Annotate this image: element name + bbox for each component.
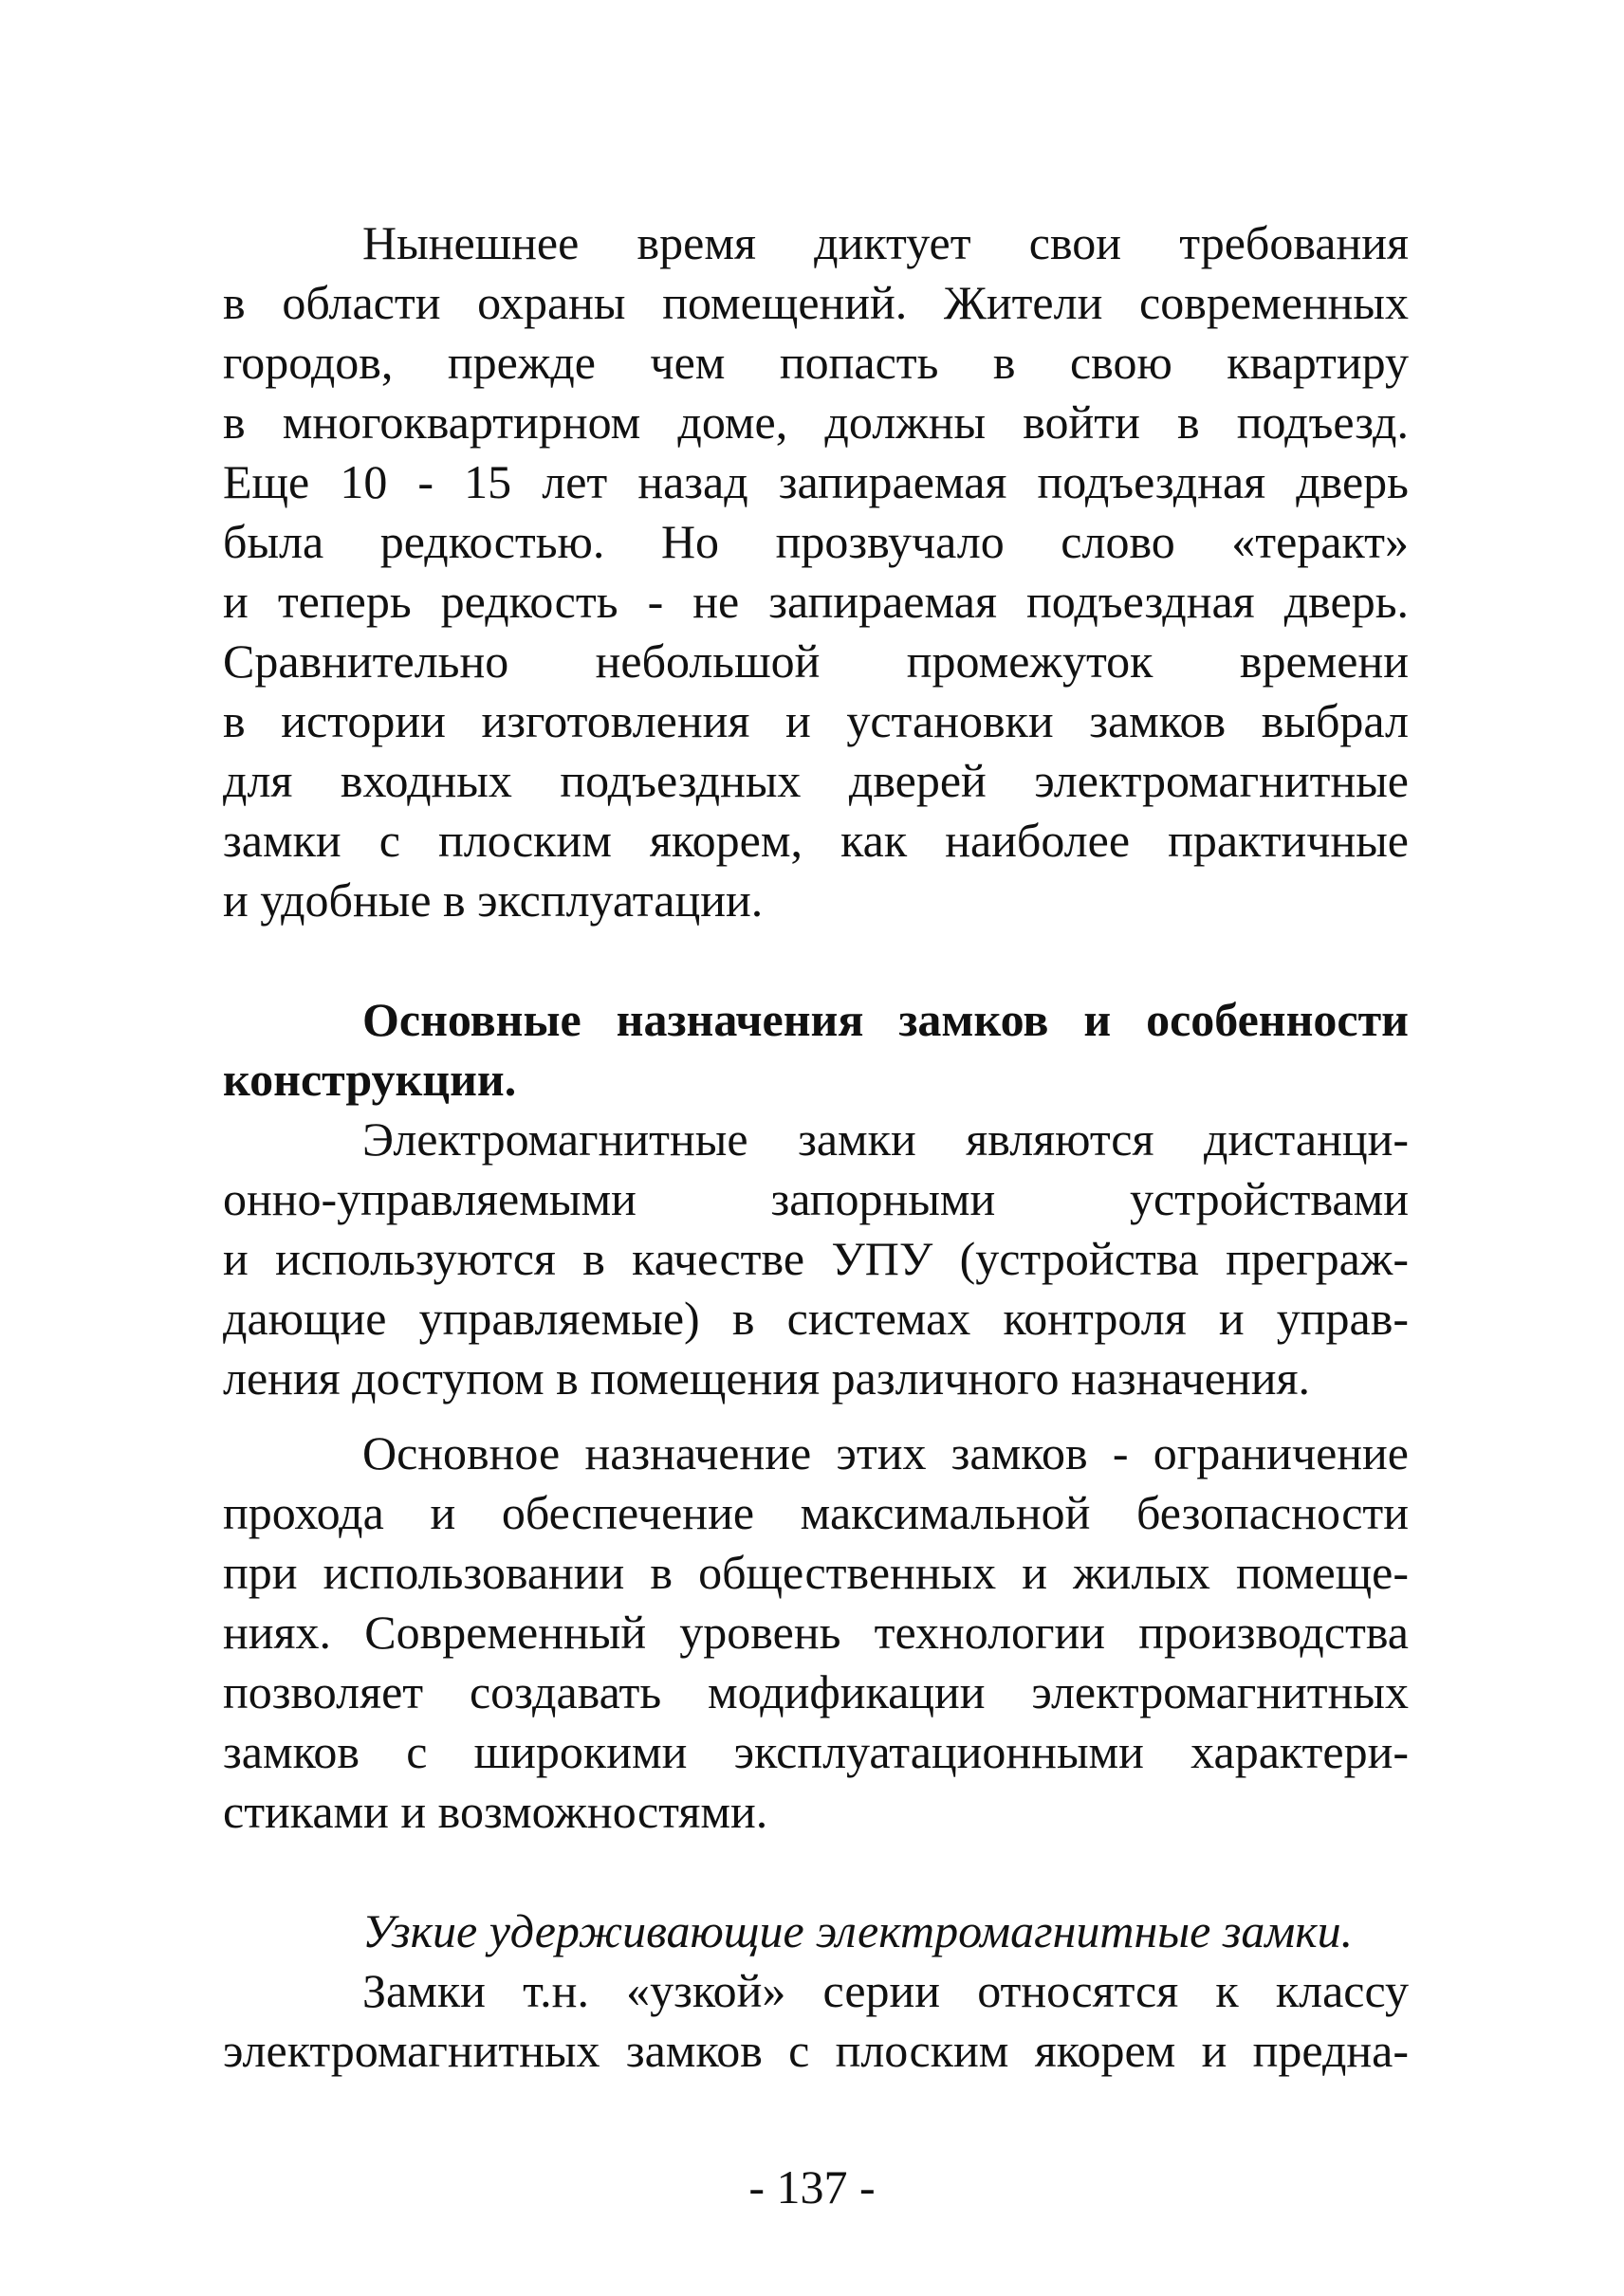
text-line: замки с плоским якорем, как наиболее практичные	[223, 814, 1409, 867]
text-line: и используются в качестве УПУ (устройства преграж-	[223, 1232, 1409, 1285]
paragraph-gap	[223, 1408, 1409, 1424]
paragraph-definition	[223, 1110, 1409, 1408]
paragraph-gap	[223, 1842, 1409, 1901]
text-line: и теперь редкость - не запираемая подъездная дверь.	[223, 575, 1409, 628]
text-line: Сравнительно небольшой промежуток времени	[223, 634, 1409, 688]
subsection-heading: Узкие удерживающие электромагнитные замки.	[362, 1904, 1354, 1957]
paragraph-intro	[223, 213, 1409, 930]
paragraph-narrow-series	[223, 1961, 1409, 2081]
section-heading	[223, 990, 1409, 1110]
page-number: - 137 -	[748, 2160, 876, 2213]
text-line: при использовании в общественных и жилых помеще-	[223, 1546, 1409, 1599]
text-line: и удобные в эксплуатации.	[223, 873, 764, 927]
paragraph-gap	[223, 930, 1409, 990]
text-line: дающие управляемые) в системах контроля и управ-	[223, 1292, 1409, 1345]
text-line: Замки т.н. «узкой» серии относятся к классу	[362, 1964, 1409, 2017]
text-line: ления доступом в помещения различного назначения.	[223, 1351, 1310, 1405]
text-line: была редкостью. Но прозвучало слово «теракт»	[223, 515, 1409, 568]
page-body	[223, 213, 1409, 2081]
text-line: в истории изготовления и установки замков выбрал	[223, 694, 1409, 747]
text-line: позволяет создавать модификации электромагнитных	[223, 1665, 1409, 1718]
text-line: прохода и обеспечение максимальной безопасности	[223, 1486, 1409, 1539]
text-line: Основное назначение этих замков - ограничение	[362, 1426, 1409, 1479]
text-line: замков с широкими эксплуатационными характери-	[223, 1725, 1409, 1778]
text-line: Нынешнее время диктует свои требования	[362, 216, 1409, 269]
text-line: ниях. Современный уровень технологии производства	[223, 1606, 1409, 1659]
text-line: для входных подъездных дверей электромагнитные	[223, 754, 1409, 807]
text-line: городов, прежде чем попасть в свою квартиру	[223, 336, 1409, 389]
heading-line: Основные назначения замков и особенности	[362, 993, 1409, 1046]
text-line: Еще 10 - 15 лет назад запираемая подъездная дверь	[223, 455, 1409, 508]
text-line: в области охраны помещений. Жители современных	[223, 276, 1409, 329]
paragraph-purpose	[223, 1424, 1409, 1842]
heading-line: конструкции.	[223, 1053, 517, 1106]
text-line: Электромагнитные замки являются дистанци-	[362, 1112, 1409, 1166]
text-line: электромагнитных замков с плоским якорем и предна-	[223, 2024, 1409, 2077]
text-line: в многоквартирном доме, должны войти в подъезд.	[223, 395, 1409, 449]
text-line: онно-управляемыми запорными устройствами	[223, 1172, 1409, 1225]
text-line: стиками и возможностями.	[223, 1785, 768, 1838]
